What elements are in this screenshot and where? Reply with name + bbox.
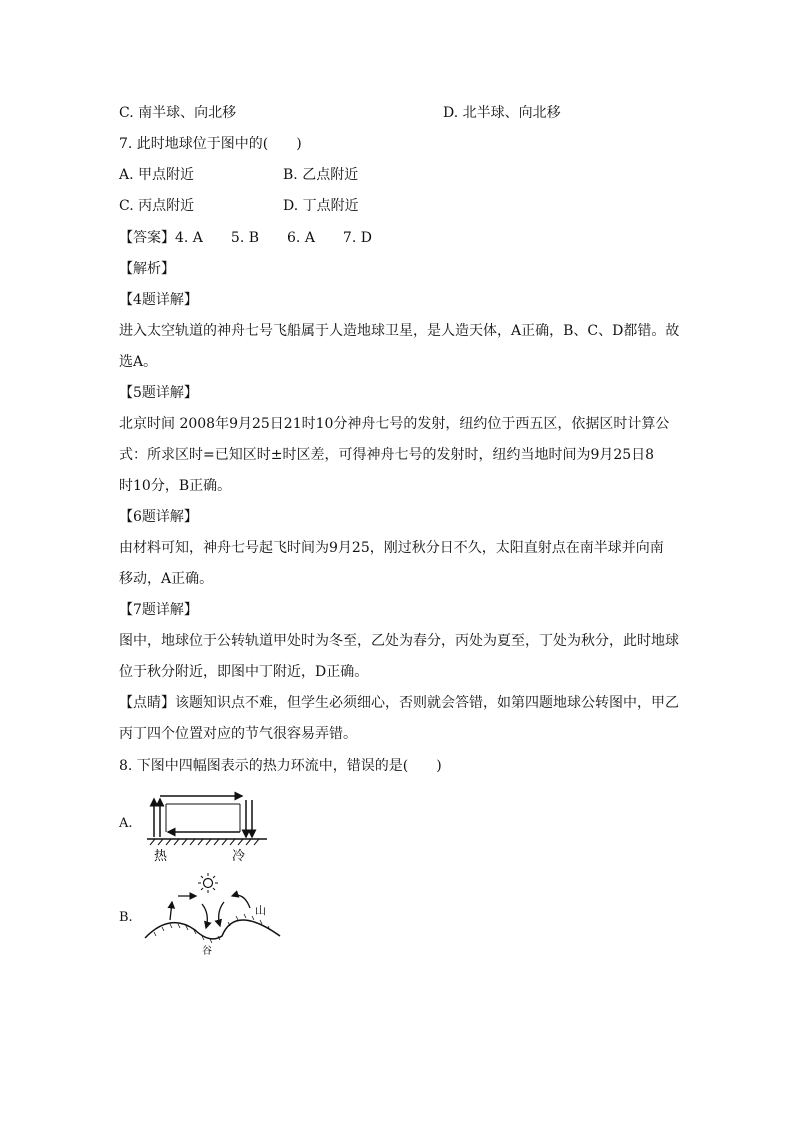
q7-stem: 7. 此时地球位于图中的( ) xyxy=(119,136,302,152)
q7-detail-title: 【7题详解】 xyxy=(119,602,198,618)
q4-detail-line-2: 选A。 xyxy=(119,354,158,370)
q4-detail-line-1: 进入太空轨道的神舟七号飞船属于人造地球卫星，是人造天体，A正确，B、C、D都错。故 xyxy=(119,323,680,339)
q6-detail-line-1: 由材料可知，神舟七号起飞时间为9月25，刚过秋分日不久，太阳直射点在南半球并向南 xyxy=(119,540,664,556)
q5-detail-line-2: 式：所求区时=已知区时±时区差，可得神舟七号的发射时，纽约当地时间为9月25日8 xyxy=(119,447,655,463)
figure-a-cold-label: 冷 xyxy=(232,849,246,864)
q7-option-b: B. 乙点附近 xyxy=(283,167,359,183)
analysis-title: 【解析】 xyxy=(119,261,175,277)
q5-detail-line-1: 北京时间 2008年9月25日21时10分神舟七号的发射，纽约位于西五区，依据区时计算公 xyxy=(119,416,670,432)
q6-option-d: D. 北半球、向北移 xyxy=(443,105,561,121)
q8-option-b-label: B. xyxy=(119,910,133,925)
q8-stem: 8. 下图中四幅图表示的热力环流中，错误的是( ) xyxy=(119,758,442,774)
q5-detail-line-3: 时10分，B正确。 xyxy=(119,478,232,494)
tip-line-2: 丙丁四个位置对应的节气很容易弄错。 xyxy=(119,726,357,742)
figure-b-valley-label: 谷 xyxy=(202,946,212,957)
q6-option-c: C. 南半球、向北移 xyxy=(119,105,237,121)
q7-option-d: D. 丁点附近 xyxy=(283,198,359,214)
figure-a-hot-label: 热 xyxy=(154,849,168,864)
sun-icon xyxy=(198,873,218,893)
q7-detail-line-2: 位于秋分附近，即图中丁附近，D正确。 xyxy=(119,664,369,680)
q5-detail-title: 【5题详解】 xyxy=(119,385,198,401)
q7-detail-line-1: 图中，地球位于公转轨道甲处时为冬至，乙处为春分，丙处为夏至，丁处为秋分，此时地球 xyxy=(119,633,679,649)
q6-detail-line-2: 移动，A正确。 xyxy=(119,571,214,587)
q7-option-a: A. 甲点附近 xyxy=(119,167,195,183)
figure-b-mountain-valley-breeze xyxy=(140,872,285,957)
q7-option-c: C. 丙点附近 xyxy=(119,198,195,214)
tip-line-1: 【点睛】该题知识点不难，但学生必须细心，否则就会答错，如第四题地球公转图中，甲乙 xyxy=(119,695,679,711)
q8-option-a-label: A. xyxy=(119,816,133,831)
q4-detail-title: 【4题详解】 xyxy=(119,292,198,308)
q6-detail-title: 【6题详解】 xyxy=(119,509,198,525)
figure-b-mountain-label: 山 xyxy=(255,904,266,917)
answer-line: 【答案】4. A 5. B 6. A 7. D xyxy=(119,230,372,246)
figure-a-thermal-circulation xyxy=(142,790,282,870)
